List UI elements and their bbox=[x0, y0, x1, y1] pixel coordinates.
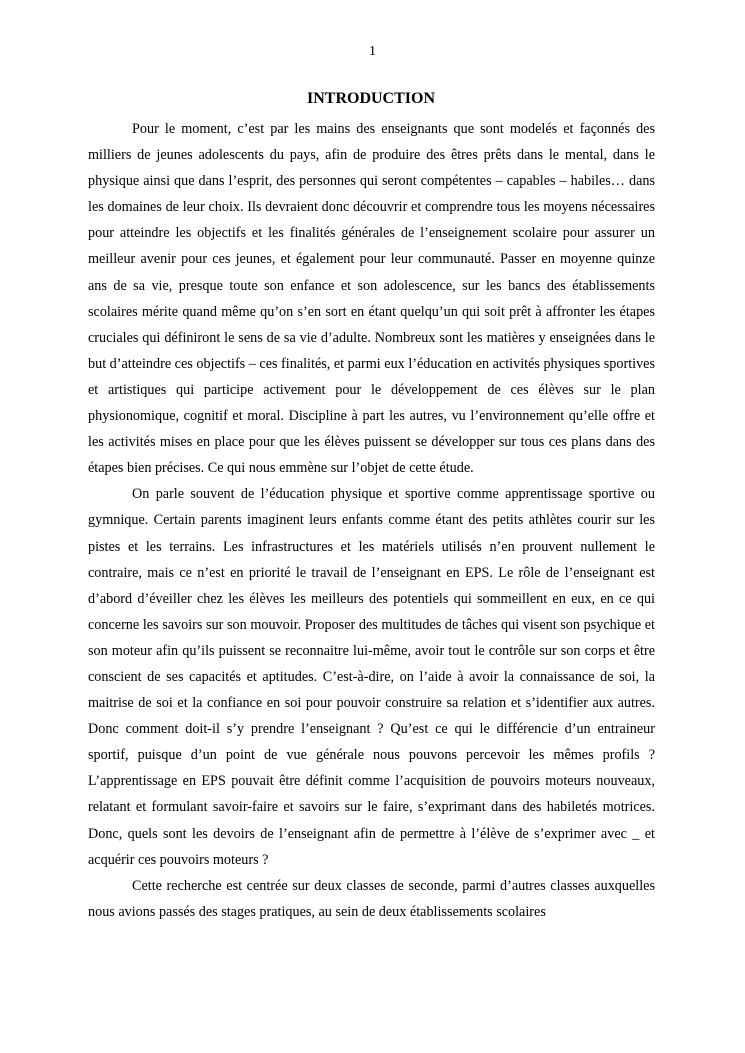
body-text bbox=[88, 116, 655, 925]
paragraph-2: On parle souvent de l’éducation physique et sportive comme apprentissage sportive ou gymnique. Certain parents imaginent leurs enfants comme étant des petits athlètes courir sur les pistes et les terrains. Les infrastructures et les matériels utilisés n’en prouvent nullement le contraire, mais ce n’est en priorité le travail de l’enseignant en EPS. Le rôle de l’enseignant est d’abord d’éveiller chez les élèves les meilleurs des potentiels qui sommeillent en eux, en ce qui concerne les savoirs sur son mouvoir. Proposer des multitudes de tâches qui visent son psychique et son moteur afin qu’ils puissent se reconnaitre lui-même, avoir tout le contrôle sur son corps et être conscient de ses capacités et aptitudes. C’est-à-dire, on l’aide à avoir la connaissance de soi, la maitrise de soi et la confiance en soi pour pouvoir construire sa relation et s’identifier aux autres. Donc comment doit-il s’y prendre l’enseignant ? Qu’est ce qui le différencie d’un entraineur sportif, puisque d’un point de vue générale nous pouvons percevoir les mêmes profils ? L’apprentissage en EPS pouvait être définit comme l’acquisition de pouvoirs moteurs nouveaux, relatant et formulant savoir-faire et savoirs sur le faire, s’exprimant dans des habiletés motrices. Donc, quels sont les devoirs de l’enseignant afin de permettre à l’élève de s’exprimer avec _ et acquérir ces pouvoirs moteurs ? bbox=[88, 486, 655, 868]
page-number: 1 bbox=[369, 44, 376, 59]
page-title: INTRODUCTION bbox=[306, 90, 435, 107]
paragraph-3: Cette recherche est centrée sur deux classes de seconde, parmi d’autres classes auxquelles nous avions passés des stages pratiques, au sein de deux établissements scolaires bbox=[88, 877, 655, 920]
paragraph-1: Pour le moment, c’est par les mains des enseignants que sont modelés et façonnés des milliers de jeunes adolescents du pays, afin de produire des êtres prêts dans le mental, dans le physique ainsi que dans l’esprit, des personnes qui seront compétentes – capables – habiles… dans les domaines de leur choix. Ils devraient donc découvrir et comprendre tous les moyens nécessaires pour atteindre les objectifs et les finalités générales de l’enseignement scolaire pour assurer un meilleur avenir pour ces jeunes, et également pour leur communauté. Passer en moyenne quinze ans de sa vie, presque toute son enfance et son adolescence, sur les bancs des établissements scolaires mérite quand même qu’on s’en sort en étant quelqu’un qui soit prêt à affronter les étapes cruciales qui définiront le sens de sa vie d’adulte. Nombreux sont les matières y enseignées dans le but d’atteindre ces objectifs – ces finalités, et parmi eux l’éducation en activités physiques sportives et artistiques qui participe activement pour le développement de ces élèves sur le plan physionomique, cognitif et moral. Discipline à part les autres, vu l’environnement qu’elle offre et les activités mises en place pour que les élèves puissent se développer sur tous ces plans dans des étapes bien précises. Ce qui nous emmène sur l’objet de cette étude. bbox=[88, 121, 655, 477]
